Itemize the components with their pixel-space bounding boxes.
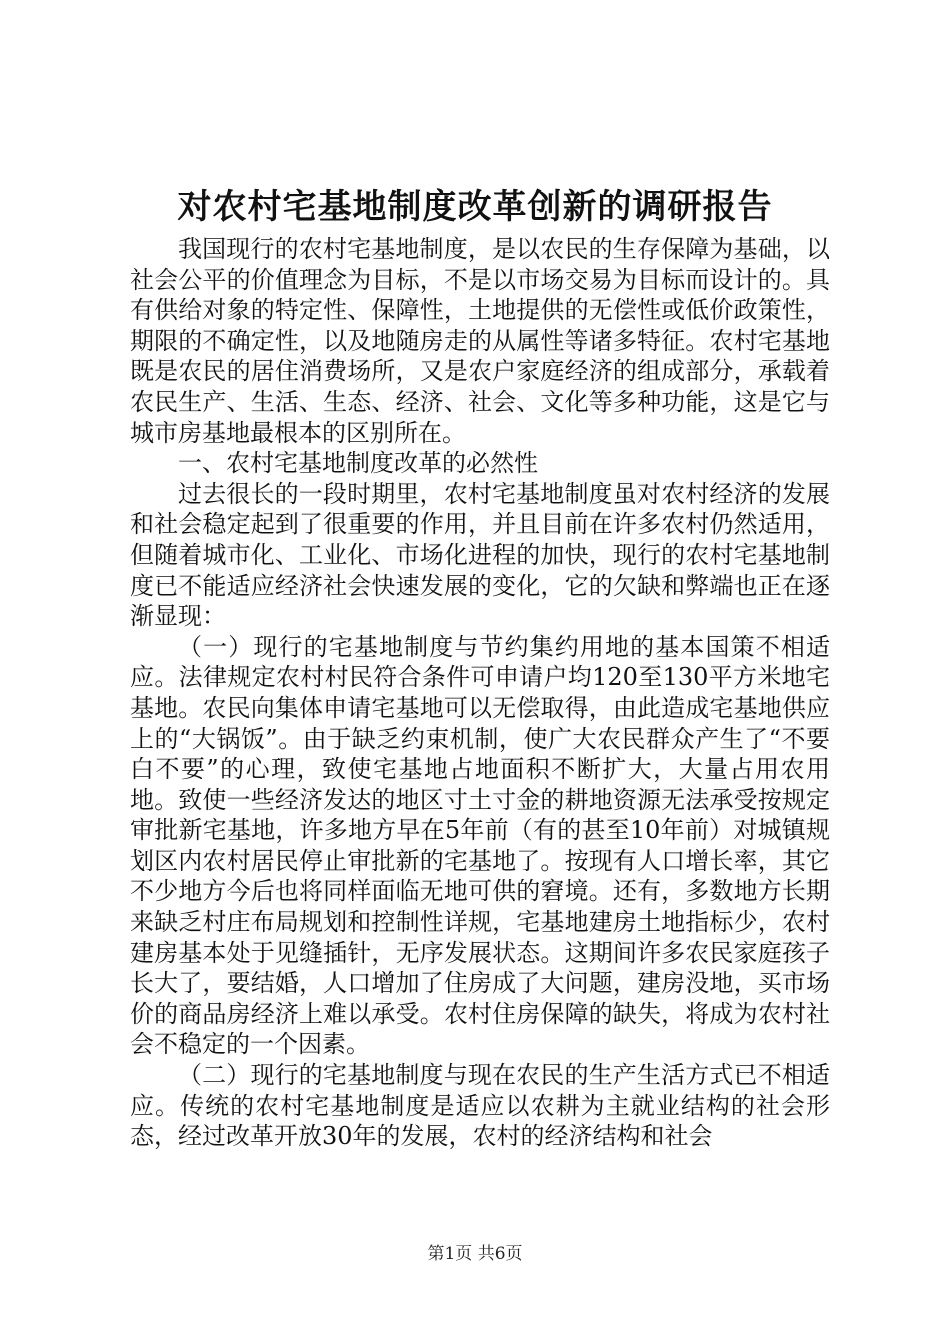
page-number-footer: 第1页 共6页 — [427, 1244, 523, 1264]
paragraph-intro: 我国现行的农村宅基地制度，是以农民的生存保障为基础，以社会公平的价值理念为目标，不是以市场交易为目标而设计的。具有供给对象的特定性、保障性，土地提供的无偿性或低价政策性，期限的不确定性，以及地随房走的从属性等诸多特征。农村宅基地既是农民的居住消费场所，又是农户家庭经济的组成部分，承载着农民生产、生活、生态、经济、社会、文化等多种功能，这是它与城市房基地最根本的区别所在。 — [130, 235, 830, 447]
paragraph-point-1: （一）现行的宅基地制度与节约集约用地的基本国策不相适应。法律规定农村村民符合条件可申请户均120至130平方米地宅基地。农民向集体申请宅基地可以无偿取得，由此造成宅基地供应上的“大锅饭”。由于缺乏约束机制，使广大农民群众产生了“不要白不要”的心理，致使宅基地占地面积不断扩大，大量占用农用地。致使一些经济发达的地区寸土寸金的耕地资源无法承受按规定审批新宅基地，许多地方早在5年前（有的甚至10年前）对城镇规划区内农村居民停止审批新的宅基地了。按现有人口增长率，其它不少地方今后也将同样面临无地可供的窘境。还有，多数地方长期来缺乏村庄布局规划和控制性详规，宅基地建房土地指标少，农村建房基本处于见缝插针，无序发展状态。这期间许多农民家庭孩子长大了，要结婚，人口增加了住房成了大问题，建房没地，买市场价的商品房经济上难以承受。农村住房保障的缺失，将成为农村社会不稳定的一个因素。 — [130, 632, 830, 1059]
paragraph-background: 过去很长的一段时期里，农村宅基地制度虽对农村经济的发展和社会稳定起到了很重要的作用，并且目前在许多农村仍然适用，但随着城市化、工业化、市场化进程的加快，现行的农村宅基地制度已不能适应经济社会快速发展的变化，它的欠缺和弊端也正在逐渐显现： — [130, 479, 830, 631]
document-body — [130, 234, 830, 1152]
paragraph-point-2: （二）现行的宅基地制度与现在农民的生产生活方式已不相适应。传统的农村宅基地制度是适应以农耕为主就业结构的社会形态，经过改革开放30年的发展，农村的经济结构和社会 — [130, 1061, 830, 1151]
document-title: 对农村宅基地制度改革创新的调研报告 — [177, 187, 773, 227]
section-heading-1: 一、农村宅基地制度改革的必然性 — [178, 449, 538, 478]
